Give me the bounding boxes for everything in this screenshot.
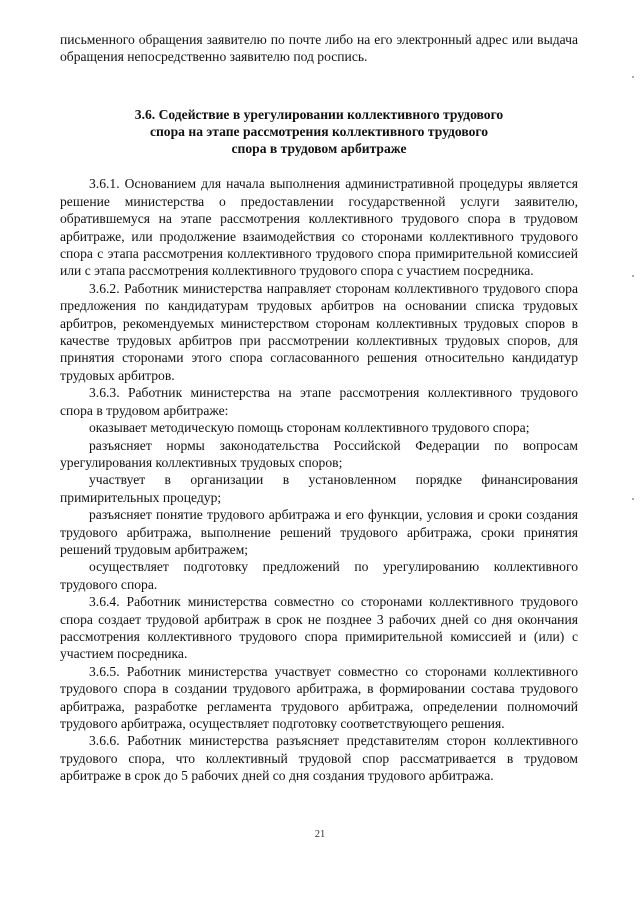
paragraph-3-6-5: 3.6.5. Работник министерства участвует совместно со сторонами коллективного трудового спора в создании трудового арбитража, в формировании состава трудового арбитража, разработке регламента трудового арбитража, определении полномочий трудового арбитража, осуществляет подготовку соответствующего решения. — [60, 663, 578, 732]
scan-edge-mark — [632, 498, 634, 500]
scan-edge-mark — [632, 275, 634, 277]
list-item-arbitration-concept: разъясняет понятие трудового арбитража и его функции, условия и сроки создания трудового арбитража, выполнение решений трудового арбитража, сроки принятия решений трудовым арбитражем; — [60, 507, 578, 557]
list-item-financing: участвует в организации в установленном порядке финансирования примирительных процедур; — [60, 472, 578, 505]
paragraph-3-6-2: 3.6.2. Работник министерства направляет сторонам коллективного трудового спора предложения по кандидатурам трудовых арбитров на основании списка трудовых арбитров, рекомендуемых министерством сторонам коллективных трудовых споров в качестве трудовых арбитров при рассмотрении коллективных трудовых споров, для принятия сторонами этого спора согласованного решения относительно кандидатур трудовых арбитров. — [60, 280, 578, 383]
section-heading — [60, 106, 578, 158]
section-heading-line-1: 3.6. Содействие в урегулировании коллективного трудового — [134, 106, 504, 122]
page-number: 21 — [314, 829, 326, 840]
list-item-explains-law: разъясняет нормы законодательства Российской Федерации по вопросам урегулирования коллективных трудовых споров; — [60, 437, 578, 470]
paragraph-3-6-4: 3.6.4. Работник министерства совместно со сторонами коллективного трудового спора создает трудовой арбитраж в срок не позднее 3 рабочих дней со дня окончания рассмотрения коллективного трудового спора примирительной комиссией и (или) с участием посредника. — [60, 594, 578, 662]
list-item-methodical-help: оказывает методическую помощь сторонам коллективного трудового спора; — [89, 420, 530, 436]
paragraph-3-6-6: 3.6.6. Работник министерства разъясняет представителям сторон коллективного трудового спора, что коллективный трудовой спор рассматривается в трудовом арбитраже в срок до 5 рабочих дней со дня создания трудового арбитража. — [60, 733, 578, 784]
list-item-proposals: осуществляет подготовку предложений по урегулированию коллективного трудового спора. — [60, 559, 578, 592]
paragraph-3-6-1: 3.6.1. Основанием для начала выполнения административной процедуры является решение министерства о предоставлении государственной услуги заявителю, обратившемуся на этапе рассмотрения коллективного трудового спора в трудовом арбитраже, или продолжение взаимодействия со сторонами коллективного трудового спора с этапа рассмотрения коллективного трудового спора примирительной комиссией или с этапа рассмотрения коллективного трудового спора с участием посредника. — [60, 176, 578, 279]
document-page — [60, 31, 578, 785]
scan-edge-mark — [632, 76, 634, 78]
intro-paragraph: письменного обращения заявителю по почте либо на его электронный адрес или выдача обращения непосредственно заявителю под роспись. — [60, 32, 578, 65]
section-heading-line-3: спора в трудовом арбитраже — [231, 141, 407, 157]
paragraph-3-6-3: 3.6.3. Работник министерства на этапе рассмотрения коллективного трудового спора в трудовом арбитраже: — [60, 385, 578, 418]
section-heading-line-2: спора на этапе рассмотрения коллективного трудового — [149, 124, 489, 140]
